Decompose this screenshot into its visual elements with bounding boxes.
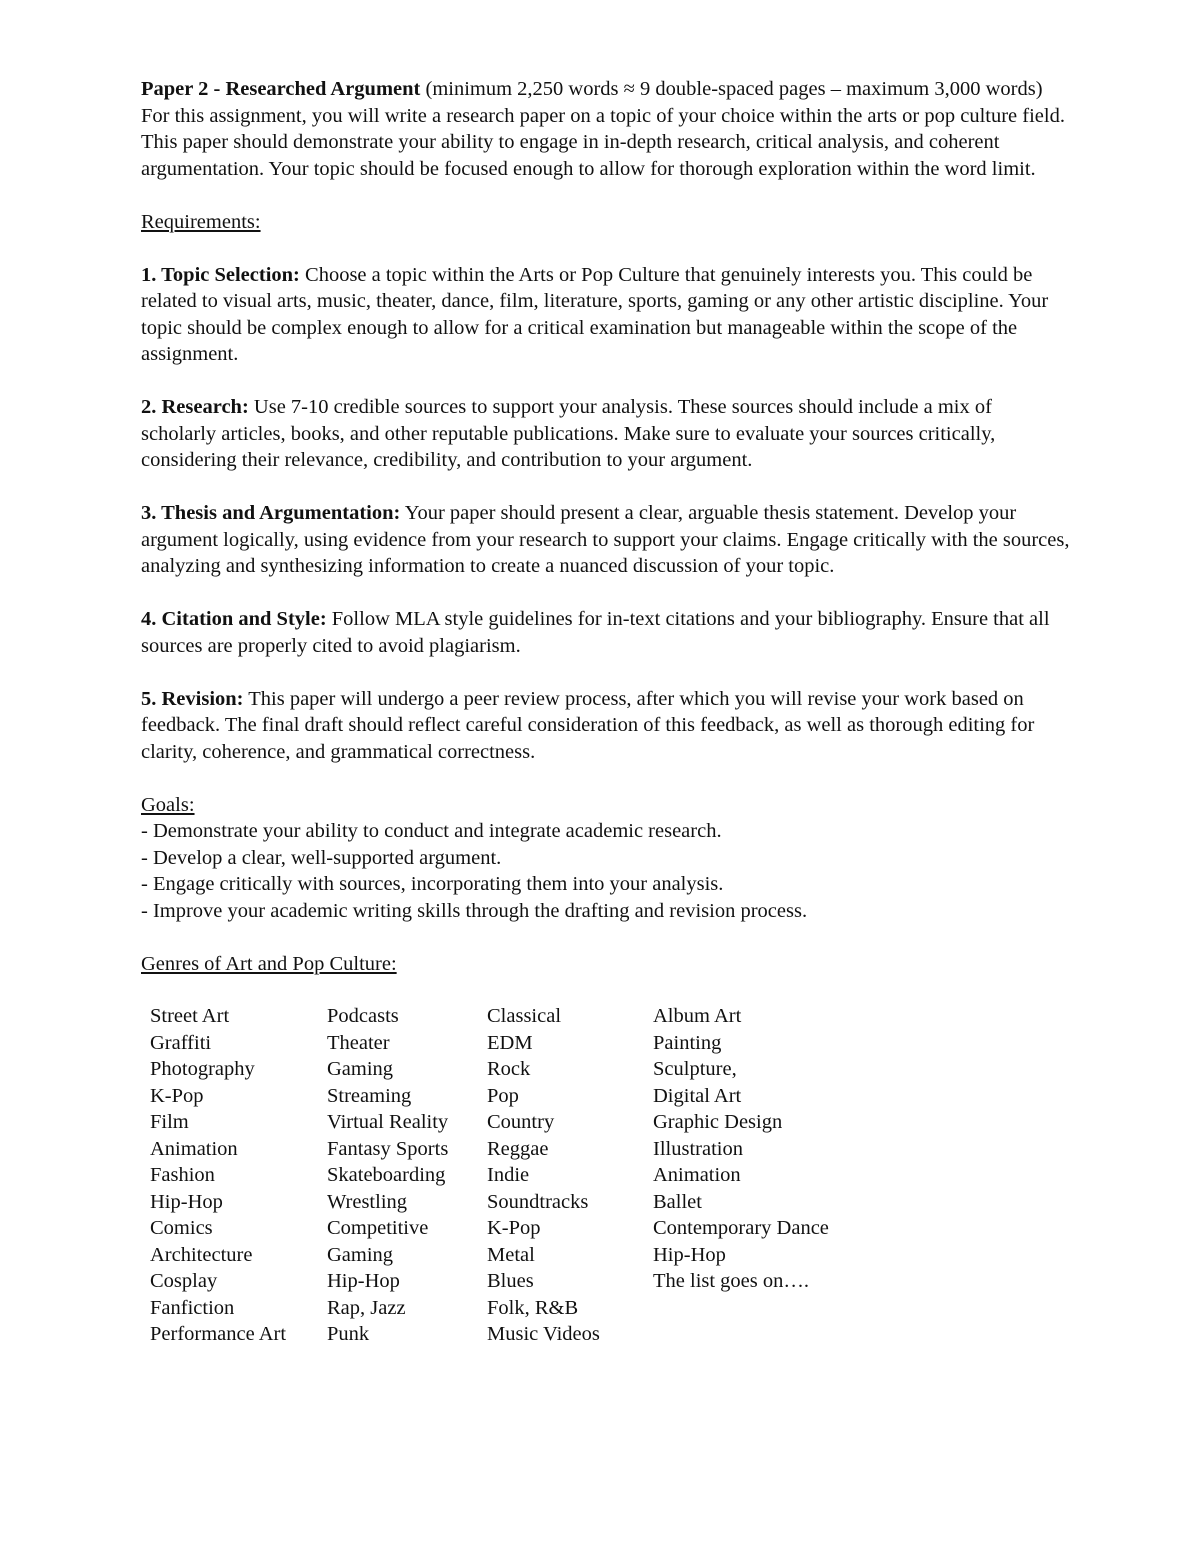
genre-item: Architecture [150,1243,253,1266]
requirement-label: 3. Thesis and Argumentation: [141,502,401,524]
requirement-revision [141,686,1071,766]
requirements-heading: Requirements: [141,210,261,233]
genre-item: Painting [653,1031,722,1054]
requirement-label: 2. Research: [141,396,249,418]
spacer [141,659,1071,686]
goal-item: - Engage critically with sources, incorporating them into your analysis. [141,873,724,895]
spacer [141,368,1071,395]
requirement-label: 4. Citation and Style: [141,608,327,630]
spacer [141,235,1071,262]
genre-item: Street Art [150,1005,230,1027]
genre-column [487,1003,653,1348]
document-page [141,76,1071,1348]
requirement-text: Use 7-10 credible sources to support your analysis. These sources should include a mix of scholarly articles, books, and other reputable publications. Make sure to evaluate your sources critically, considering their relevance, credibility, and contribution to your argument. [141,396,996,471]
genre-item: Animation [150,1137,238,1160]
requirement-text: Choose a topic within the Arts or Pop Culture that genuinely interests you. This could be related to visual arts, music, theater, dance, film, literature, sports, gaming or any other artistic discipline. Your topic should be complex enough to allow for a critical examination but manageable within the scope of the assignment. [141,263,1049,365]
genres-heading: Genres of Art and Pop Culture: [141,952,397,975]
genre-item: Country [487,1111,555,1133]
spacer [141,474,1071,501]
genre-item: Digital Art [653,1084,742,1107]
spacer [141,580,1071,607]
genre-item: K-Pop [487,1217,541,1239]
genre-item: Pop [487,1084,519,1107]
goals-heading: Goals: [141,793,195,816]
genre-item: Graphic Design [653,1111,783,1133]
genre-item: Theater [327,1031,390,1054]
genre-item: Fanfiction [150,1296,235,1319]
genre-item: Music Videos [487,1323,600,1345]
genre-item: Comics [150,1217,213,1239]
intro-paragraph: For this assignment, you will write a research paper on a topic of your choice within the arts or pop culture field. This paper should demonstrate your ability to engage in in-depth research, critical analysis, and coherent argumentation. Your topic should be focused enough to allow for thorough exploration within the word limit. [141,104,1065,180]
genre-item: Cosplay [150,1270,218,1292]
genre-item: The list goes on…. [653,1270,810,1292]
requirement-topic-selection [141,262,1071,368]
genre-column [150,1003,327,1348]
genre-item: Classical [487,1005,562,1027]
genre-item: Hip-Hop [150,1190,223,1213]
genre-item: Blues [487,1270,534,1292]
genre-item: Fantasy Sports [327,1137,449,1160]
goal-item: - Improve your academic writing skills through the drafting and revision process. [141,899,808,922]
genre-item: Animation [653,1164,741,1186]
requirement-thesis [141,500,1071,580]
requirement-label: 1. Topic Selection: [141,263,300,286]
genre-item: Punk [327,1323,370,1345]
genre-item: Virtual Reality [327,1111,449,1133]
genre-item: Metal [487,1243,535,1266]
spacer [141,765,1071,792]
genre-item: Gaming [327,1243,394,1266]
genre-item: Indie [487,1164,530,1186]
genre-item: Hip-Hop [327,1270,400,1292]
genre-item: Soundtracks [487,1190,589,1213]
requirement-text: This paper will undergo a peer review process, after which you will revise your work based on feedback. The final draft should reflect careful consideration of this feedback, as well as thorough editing for clarity, coherence, and grammatical correctness. [141,687,1035,763]
genres-table [141,1003,1071,1348]
requirement-text: Your paper should present a clear, arguable thesis statement. Develop your argument logically, using evidence from your research to support your claims. Engage critically with the sources, analyzing and synthesizing information to create a nuanced discussion of your topic. [141,502,1070,577]
goal-item: - Demonstrate your ability to conduct and integrate academic research. [141,820,722,842]
spacer [141,924,1071,951]
assignment-title: Paper 2 - Researched Argument [141,78,421,100]
requirement-citation [141,606,1071,659]
genre-item: Fashion [150,1164,215,1186]
genre-item: Album Art [653,1005,742,1027]
genre-item: Rock [487,1058,531,1080]
genre-item: Performance Art [150,1323,287,1345]
genre-item: Rap, Jazz [327,1296,406,1319]
genre-item: Reggae [487,1137,549,1160]
genre-item: Wrestling [327,1190,408,1213]
genre-item: K-Pop [150,1084,204,1107]
requirement-label: 5. Revision: [141,687,244,710]
spacer [141,182,1071,209]
genre-item: Film [150,1111,189,1133]
genre-item: Skateboarding [327,1164,446,1186]
genre-item: Gaming [327,1058,394,1080]
genre-item: Graffiti [150,1031,212,1054]
goal-item: - Develop a clear, well-supported argument. [141,846,502,869]
length-note: (minimum 2,250 words ≈ 9 double-spaced pages – maximum 3,000 words) [420,78,1043,100]
requirement-research [141,394,1071,474]
genre-item: Folk, R&B [487,1296,579,1319]
genre-item: Streaming [327,1084,412,1107]
genre-item: Illustration [653,1137,743,1160]
genre-column [327,1003,487,1348]
genre-item: EDM [487,1031,533,1054]
genre-item: Competitive [327,1217,429,1239]
requirement-text: Follow MLA style guidelines for in-text citations and your bibliography. Ensure that all sources are properly cited to avoid plagiarism. [141,608,1050,657]
genre-item: Podcasts [327,1005,399,1027]
genre-column [653,1003,913,1348]
genre-item: Contemporary Dance [653,1217,829,1239]
genre-item: Sculpture, [653,1058,737,1080]
genre-item: Ballet [653,1190,702,1213]
assignment-header [141,76,1071,103]
genre-item: Photography [150,1058,255,1080]
genre-item: Hip-Hop [653,1243,726,1266]
